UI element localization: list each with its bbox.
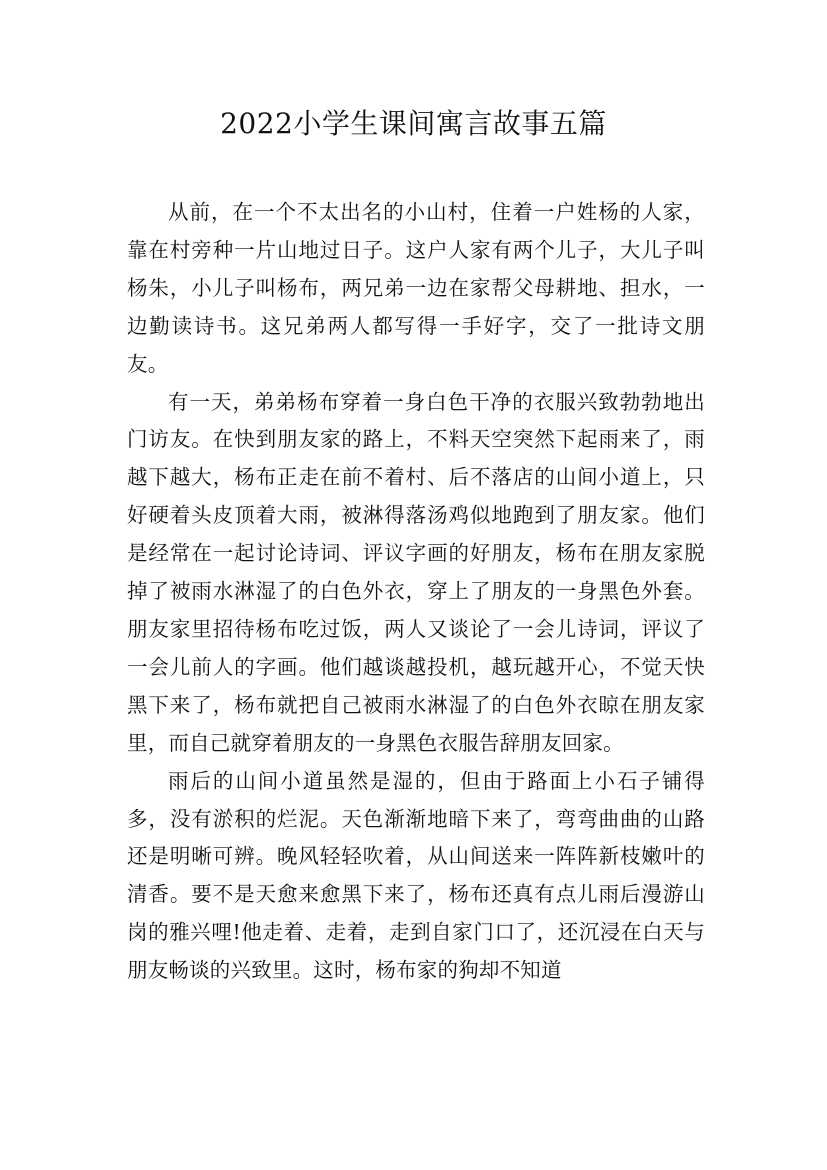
paragraph-2: 有一天，弟弟杨布穿着一身白色干净的衣服兴致勃勃地出门访友。在快到朋友家的路上，不料天空突然下起雨来了，雨越下越大，杨布正走在前不着村、后不落店的山间小道上，只好硬着头皮顶着大雨，被淋得落汤鸡似地跑到了朋友家。他们是经常在一起讨论诗词、评议字画的好朋友，杨布在朋友家脱掉了被雨水淋湿了的白色外衣，穿上了朋友的一身黑色外套。朋友家里招待杨布吃过饭，两人又谈论了一会儿诗词，评议了一会儿前人的字画。他们越谈越投机，越玩越开心，不觉天快黑下来了，杨布就把自己被雨水淋湿了的白色外衣晾在朋友家里，而自己就穿着朋友的一身黑色衣服告辞朋友回家。	[127, 389, 705, 755]
document-title: 2022小学生课间寓言故事五篇	[220, 107, 607, 140]
paragraph-1: 从前，在一个不太出名的小山村，住着一户姓杨的人家，靠在村旁种一片山地过日子。这户人家有两个儿子，大儿子叫杨朱，小儿子叫杨布，两兄弟一边在家帮父母耕地、担水，一边勤读诗书。这兄弟两人都写得一手好字，交了一批诗文朋友。	[127, 200, 705, 376]
paragraph-3: 雨后的山间小道虽然是湿的，但由于路面上小石子铺得多，没有淤积的烂泥。天色渐渐地暗下来了，弯弯曲曲的山路还是明晰可辨。晚风轻轻吹着，从山间送来一阵阵新枝嫩叶的清香。要不是天愈来愈黑下来了，杨布还真有点儿雨后漫游山岗的雅兴哩!他走着、走着，走到自家门口了，还沉浸在白天与朋友畅谈的兴致里。这时，杨布家的狗却不知道	[127, 768, 705, 983]
document-body	[127, 194, 705, 990]
